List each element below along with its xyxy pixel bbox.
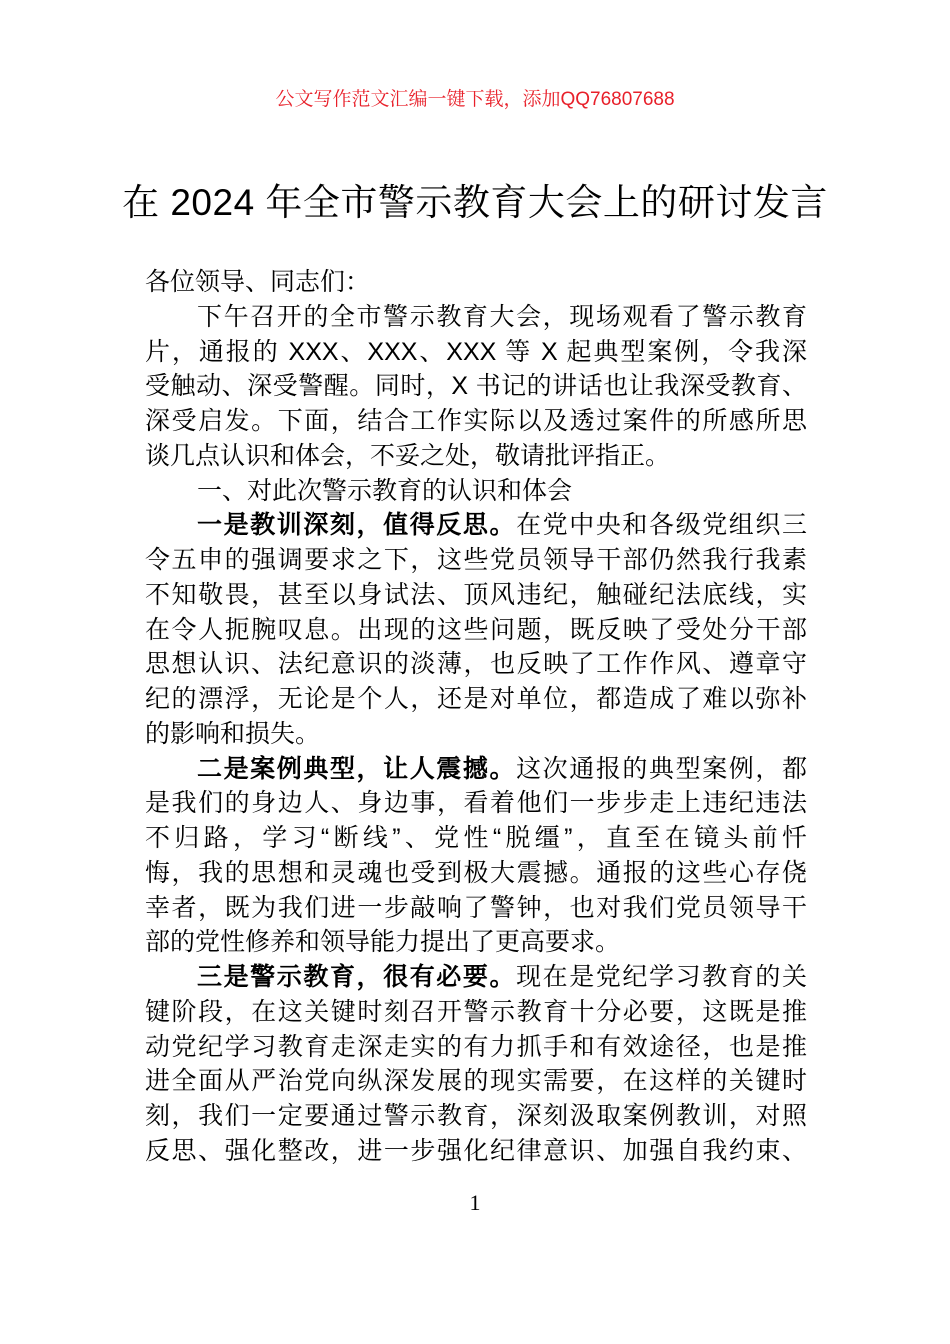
- document-title: 在 2024 年全市警示教育大会上的研讨发言: [122, 182, 828, 223]
- text-line: [145, 1099, 807, 1134]
- text-line: [145, 543, 807, 578]
- text-line: [145, 960, 807, 995]
- line-text: 在党中央和各级党组织三: [516, 511, 807, 540]
- text-line: [145, 995, 807, 1030]
- line-text: 幸者，既为我们进一步敲响了警钟，也对我们党员领导干: [145, 893, 807, 922]
- text-line: [145, 682, 807, 717]
- text-line: [145, 821, 807, 856]
- line-text: 动党纪学习教育走深走实的有力抓手和有效途径，也是推: [145, 1032, 807, 1061]
- text-line: [145, 717, 807, 752]
- line-text: 的影响和损失。: [145, 719, 321, 748]
- line-text: 刻，我们一定要通过警示教育，深刻汲取案例教训，对照: [145, 1102, 807, 1130]
- text-line: [145, 369, 807, 404]
- download-banner: 公文写作范文汇编一键下载，添加QQ76807688: [275, 89, 675, 110]
- text-line: [145, 404, 807, 439]
- line-text: 纪的漂浮，无论是个人，还是对单位，都造成了难以弥补: [145, 685, 807, 713]
- line-text: 悔，我的思想和灵魂也受到极大震撼。通报的这些心存侥: [145, 858, 807, 887]
- text-line: [145, 856, 807, 891]
- line-text: 不归路，学习“断线”、党性“脱缰”，直至在镜头前忏: [145, 824, 807, 852]
- line-text: 受触动、深受警醒。同时，X 书记的讲话也让我深受教育、: [145, 372, 807, 401]
- text-line: [145, 752, 807, 787]
- text-line: [145, 508, 807, 543]
- line-text: 片，通报的 XXX、XXX、XXX 等 X 起典型案例，令我深: [145, 337, 807, 366]
- text-line: [145, 1030, 807, 1065]
- line-text: 部的党性修养和领导能力提出了更高要求。: [145, 928, 621, 957]
- line-text: 现在是党纪学习教育的关: [516, 963, 807, 991]
- document-body: [145, 265, 807, 1169]
- line-text: 谈几点认识和体会，不妥之处，敬请批评指正。: [145, 441, 671, 470]
- text-line: [145, 613, 807, 648]
- line-text: 令五申的强调要求之下，这些党员领导干部仍然我行我素: [145, 546, 807, 574]
- text-line: [145, 925, 807, 960]
- bold-heading: 二是案例典型，让人震撼。: [197, 754, 517, 783]
- text-line: [145, 265, 807, 300]
- text-line: [145, 300, 807, 335]
- text-line: [145, 335, 807, 370]
- line-text: 在令人扼腕叹息。出现的这些问题，既反映了受处分干部: [145, 615, 807, 644]
- line-text: 深受启发。下面，结合工作实际以及透过案件的所感所思: [145, 407, 807, 435]
- line-text: 是我们的身边人、身边事，看着他们一步步走上违纪违法: [145, 789, 807, 818]
- text-line: [145, 474, 807, 509]
- line-text: 不知敬畏，甚至以身试法、顶风违纪，触碰纪法底线，实: [145, 580, 807, 609]
- line-text: 反思、强化整改，进一步强化纪律意识、加强自我约束、: [145, 1136, 807, 1165]
- line-text: 键阶段，在这关键时刻召开警示教育十分必要，这既是推: [145, 997, 807, 1026]
- line-text: 各位领导、同志们：: [145, 268, 371, 296]
- line-text: 下午召开的全市警示教育大会，现场观看了警示教育: [197, 302, 807, 331]
- text-line: [145, 439, 807, 474]
- text-line: [145, 891, 807, 926]
- line-text: 一、对此次警示教育的认识和体会: [197, 476, 573, 505]
- text-line: [145, 578, 807, 613]
- text-line: [145, 1064, 807, 1099]
- bold-heading: 一是教训深刻，值得反思。: [197, 511, 517, 540]
- text-line: [145, 786, 807, 821]
- text-line: [145, 1134, 807, 1169]
- line-text: 思想认识、法纪意识的淡薄，也反映了工作作风、遵章守: [145, 650, 807, 679]
- line-text: 进全面从严治党向纵深发展的现实需要，在这样的关键时: [145, 1067, 807, 1096]
- line-text: 这次通报的典型案例，都: [516, 754, 807, 783]
- text-line: [145, 647, 807, 682]
- bold-heading: 三是警示教育，很有必要。: [197, 963, 517, 991]
- page-number: 1: [469, 1190, 481, 1215]
